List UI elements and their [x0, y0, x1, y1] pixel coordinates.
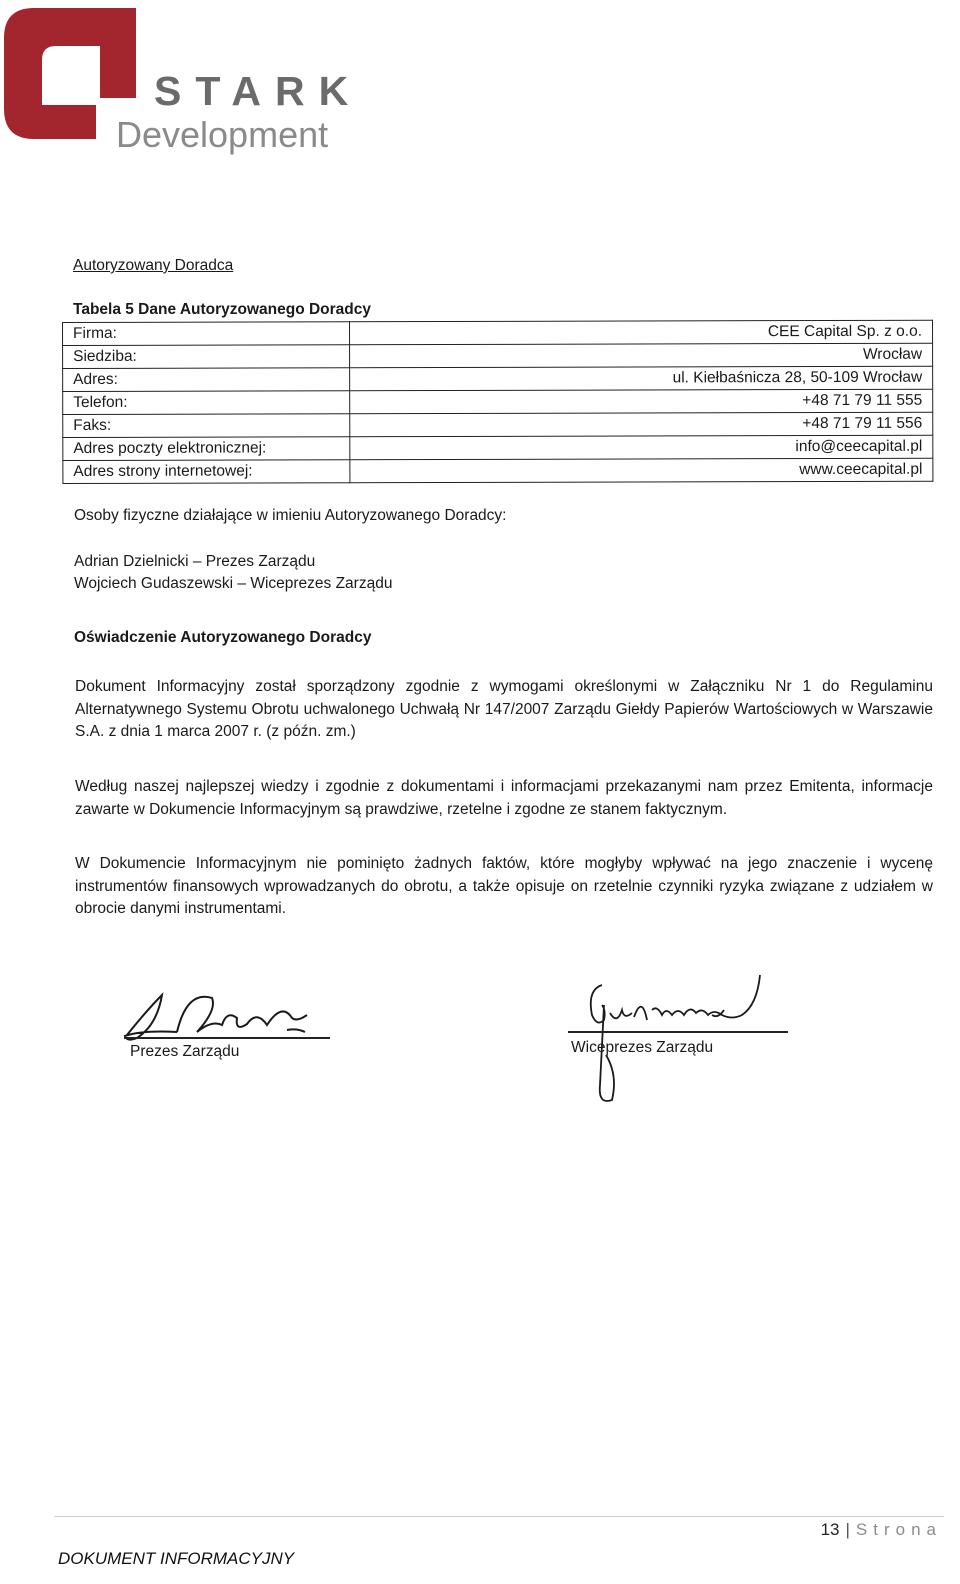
row-value: www.ceecapital.pl [350, 458, 933, 483]
row-key: Adres poczty elektronicznej: [63, 437, 350, 461]
row-key: Faks: [63, 414, 350, 438]
person-item: Wojciech Gudaszewski – Wiceprezes Zarządu [74, 575, 393, 592]
declaration-paragraph: Według naszej najlepszej wiedzy i zgodnie z dokumentami i informacjami przekazanymi nam przez Emitenta, informacje zawarte w Dokumencie Informacyjnym są prawdziwe, rzetelne i zgodne ze stanem faktycznym. [75, 778, 933, 818]
row-key: Firma: [63, 322, 350, 346]
logo-word-stark: STARK [154, 68, 363, 114]
table-row [63, 412, 933, 437]
signature-label-vice-president: Wiceprezes Zarządu [571, 1039, 714, 1056]
page-number-block [821, 1520, 942, 1540]
declaration-paragraph: W Dokumencie Informacyjnym nie pominięto żadnych faktów, które mogłyby wpływać na jego znaczenie i wycenę instrumentów finansowych wprowadzanych do obrotu, a także opisuje on rzetelnie czynniki ryzyka związane z udziałem w obrocie danymi instrumentami. [75, 855, 933, 917]
table-row [63, 320, 933, 345]
row-key: Adres: [63, 368, 350, 392]
person-item: Adrian Dzielnicki – Prezes Zarządu [74, 553, 316, 570]
row-value: info@ceecapital.pl [350, 435, 933, 460]
company-logo [4, 8, 363, 155]
page-label: Strona [855, 1520, 942, 1539]
signature-line [124, 1037, 330, 1039]
persons-title: Osoby fizyczne działające w imieniu Autoryzowanego Doradcy: [74, 507, 507, 524]
row-value: ul. Kiełbaśnicza 28, 50-109 Wrocław [350, 366, 933, 391]
row-key: Telefon: [63, 391, 350, 415]
page-number: 13 [820, 1520, 840, 1539]
declaration-title: Oświadczenie Autoryzowanego Doradcy [74, 629, 372, 646]
row-value: +48 71 79 11 555 [350, 389, 933, 414]
section-title: Autoryzowany Doradca [73, 257, 234, 274]
row-value: Wrocław [350, 343, 933, 368]
scanned-document [62, 255, 942, 1135]
advisor-info-table [62, 320, 933, 484]
signature-line [568, 1031, 788, 1033]
table-row [63, 343, 933, 368]
table-row [63, 389, 933, 414]
footer-document-title: DOKUMENT INFORMACYJNY [58, 1549, 295, 1568]
row-value: CEE Capital Sp. z o.o. [350, 320, 933, 345]
page-separator: | [845, 1520, 850, 1539]
table-row [63, 366, 933, 391]
table-row [63, 458, 933, 483]
table-caption: Tabela 5 Dane Autoryzowanego Doradcy [73, 301, 372, 318]
declaration-paragraph: Dokument Informacyjny został sporządzony zgodnie z wymogami określonymi w Załączniku Nr 1 do Regulaminu Alternatywnego Systemu Obrotu uchwalonego Uchwałą Nr 147/2007 Zarządu Giełdy Papierów Wartościowych w Warszawie S.A. z dnia 1 marca 2007 r. (z późn. zm.) [75, 678, 933, 740]
logo-word-development: Development [116, 114, 329, 155]
row-key: Siedziba: [63, 345, 350, 369]
table-row [63, 435, 933, 460]
footer-divider [54, 1516, 944, 1517]
row-key: Adres strony internetowej: [63, 460, 350, 484]
row-value: +48 71 79 11 556 [350, 412, 933, 437]
signature-label-president: Prezes Zarządu [130, 1043, 240, 1060]
